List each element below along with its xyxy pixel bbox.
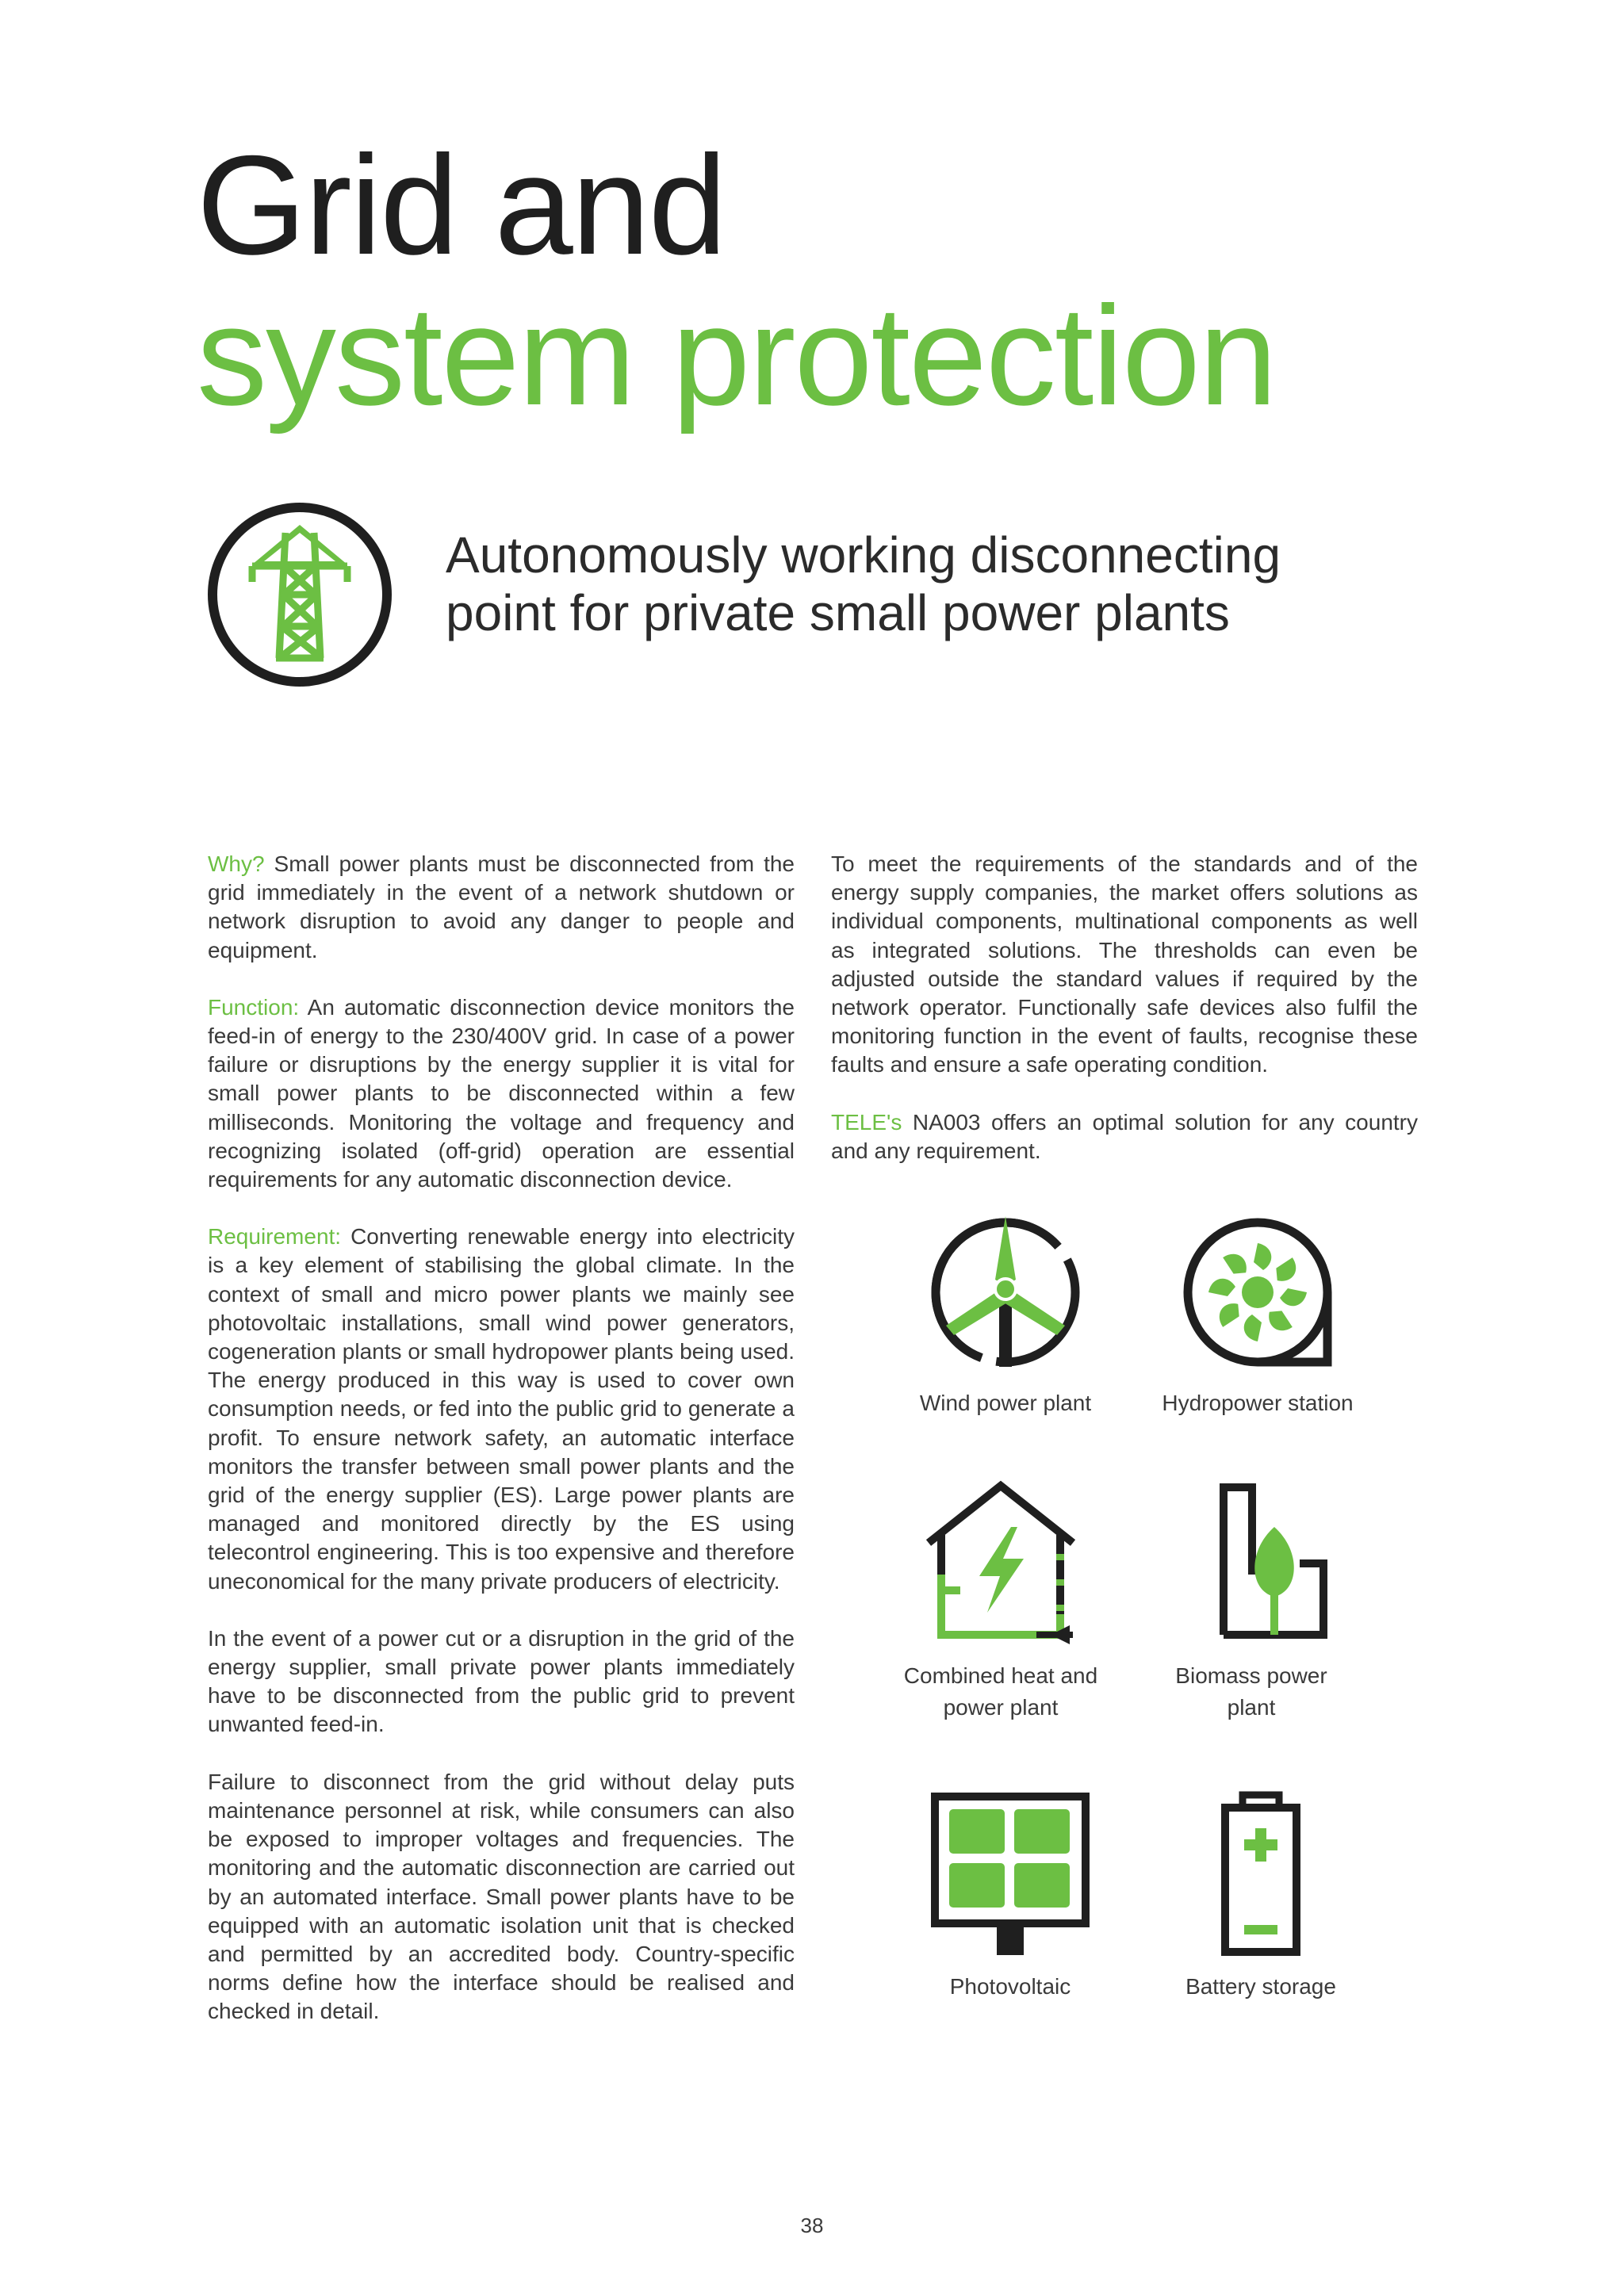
requirement-label: Requirement: (208, 1224, 342, 1249)
power-pylon-icon (206, 501, 393, 688)
wind-turbine-icon (922, 1207, 1089, 1373)
function-label: Function: (208, 994, 300, 1020)
why-text: Small power plants must be disconnected from the grid immediately in the event of a network shutdown or network disruption to avoid any danger to people and equipment. (208, 851, 795, 962)
factory-leaf-icon (1168, 1479, 1335, 1646)
hydropower-tile (1139, 1207, 1377, 1419)
photovoltaic-label: Photovoltaic (949, 1974, 1071, 1999)
chp-label: Combined heat and power plant (903, 1663, 1098, 1720)
battery-tile (1142, 1790, 1380, 2003)
solar-panel-icon (927, 1790, 1094, 1957)
tele-label: TELE's (831, 1109, 902, 1135)
photovoltaic-tile (891, 1790, 1129, 2003)
battery-icon (1178, 1790, 1344, 1957)
hydropower-label: Hydropower station (1162, 1391, 1354, 1415)
subtitle-line-2: point for private small power plants (446, 584, 1230, 641)
chp-tile (882, 1479, 1120, 1724)
paragraph-why (208, 850, 795, 965)
paragraph-na003 (831, 1108, 1418, 1165)
requirement-text: Converting renewable energy into electricity is a key element of stabilising the global climate. In the context of small and micro power plants we mainly see photovoltaic installations, small wind power generators, cogeneration plants or small hydropower plants being used. The energy produced in this way is used to cover own consumption needs, or fed into the public grid to generate a profit. To ensure network safety, an automatic interface monitors the transfer between small power plants and the grid of the energy supplier (ES). Large power plants are managed and monitored directly by the ES using telecontrol engineering. This is too expensive and therefore uneconomical for the many private producers of electricity. (208, 1224, 795, 1594)
battery-label: Battery storage (1185, 1974, 1336, 1999)
wind-power-label: Wind power plant (919, 1391, 1092, 1415)
subtitle-line-1: Autonomously working disconnecting (446, 526, 1281, 584)
wind-power-tile (887, 1207, 1124, 1419)
paragraph-failure: Failure to disconnect from the grid without delay puts maintenance personnel at risk, while consumers can also be exposed to improper voltages and frequencies. The monitoring and the automatic disconnection are carried out by an automated interface. Small power plants have to be equipped with an automatic isolation unit that is checked and permitted by an accredited body. Country-specific norms define how the interface should be realised and checked in detail. (208, 1769, 795, 2024)
left-text-column (208, 850, 795, 2055)
biomass-tile (1132, 1479, 1370, 1724)
house-lightning-icon (917, 1479, 1084, 1646)
right-text-column (831, 850, 1418, 1194)
paragraph-power-cut: In the event of a power cut or a disruption in the grid of the energy supplier, small private power plants immediately have to be disconnected from the public grid to prevent unwanted feed-in. (208, 1625, 795, 1737)
title-line-1: Grid and (197, 126, 726, 284)
paragraph-function (208, 993, 795, 1194)
hydropower-turbine-icon (1174, 1207, 1341, 1373)
page-number: 38 (800, 2214, 824, 2237)
paragraph-standards: To meet the requirements of the standards and of the energy supply companies, the market offers solutions as individual components, multinational components as well as integrated solutions. The thresholds can even be adjusted outside the standard values if required by the network operator. Functionally safe devices also fulfil the monitoring function in the event of faults, recognise these faults and ensure a safe operating condition. (831, 851, 1418, 1077)
na003-text: NA003 offers an optimal solution for any country and any requirement. (831, 1109, 1418, 1163)
function-text: An automatic disconnection device monitors the feed-in of energy to the 230/400V grid. In case of a power failure or disruptions by the energy supplier it is vital for small power plants to be disconnected within a few milliseconds. Monitoring the voltage and frequency and recognizing isolated (off-grid) operation are essential requirements for any automatic disconnection device. (208, 994, 795, 1192)
title-line-2: system protection (197, 277, 1276, 434)
page-subtitle (446, 526, 1397, 642)
paragraph-requirement (208, 1223, 795, 1596)
why-label: Why? (208, 851, 265, 876)
biomass-label: Biomass power plant (1175, 1663, 1327, 1720)
